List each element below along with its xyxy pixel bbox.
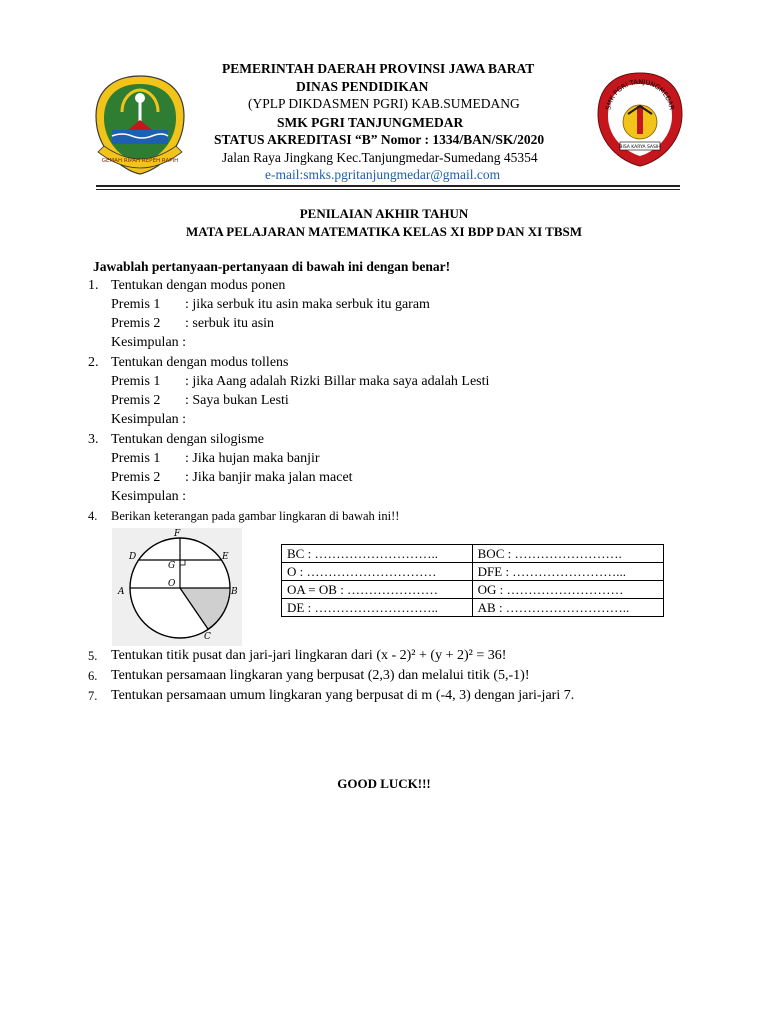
label-C: C [204, 632, 211, 642]
label-E: E [222, 552, 229, 562]
question-text: Tentukan titik pusat dan jari-jari lingkaran dari (x - 2)² + (y + 2)² = 36! [111, 648, 507, 663]
premise-text: : jika serbuk itu asin maka serbuk itu garam [185, 297, 430, 312]
premise-row [111, 314, 274, 333]
table-row [282, 599, 664, 617]
premise-label: Premis 2 [111, 470, 161, 485]
header-department: DINAS PENDIDIKAN [296, 79, 429, 94]
circle-diagram [112, 528, 242, 646]
premise-label: Premis 1 [111, 374, 161, 389]
premise-text: : Saya bukan Lesti [185, 393, 289, 408]
label-G: G [168, 561, 176, 571]
question-number: 5. [88, 649, 98, 663]
header-foundation: (YPLP DIKDASMEN PGRI) KAB.SUMEDANG [248, 96, 520, 111]
premise-row [111, 468, 353, 487]
premise-label: Premis 2 [111, 316, 161, 331]
premise-row [111, 391, 289, 410]
table-cell: O : ………………………… [282, 563, 473, 581]
header-school-name: SMK PGRI TANJUNGMEDAR [277, 115, 464, 130]
table-cell: OA = OB : ………………… [282, 581, 473, 599]
right-logo-school-name: SMK PGRI TANJUNGMEDAR [604, 77, 676, 111]
premise-label: Premis 1 [111, 451, 161, 466]
header-email[interactable]: e-mail:smks.pgritanjungmedar@gmail.com [265, 167, 501, 182]
question-text: Tentukan persamaan lingkaran yang berpusat (2,3) dan melalui titik (5,-1)! [111, 668, 530, 683]
table-cell: OG : ……………………… [472, 581, 663, 599]
question-number: 4. [88, 509, 98, 523]
premise-row [111, 372, 489, 391]
header-address: Jalan Raya Jingkang Kec.Tanjungmedar-Sumedang 45354 [222, 150, 538, 165]
label-O: O [168, 579, 176, 589]
premise-row [111, 295, 430, 314]
left-logo-motto: GEMAH RIPAH REPEH RAPIH [101, 158, 179, 164]
question-number: 2. [88, 355, 99, 370]
closing-message: GOOD LUCK!!! [337, 776, 431, 791]
premise-text: : jika Aang adalah Rizki Billar maka saya adalah Lesti [185, 374, 490, 389]
instruction: Jawablah pertanyaan-pertanyaan di bawah ini dengan benar! [93, 259, 451, 274]
label-B: B [231, 587, 238, 597]
table-cell: BC : ……………………….. [282, 545, 473, 563]
premise-label: Premis 1 [111, 297, 161, 312]
question-number: 7. [88, 689, 98, 703]
conclusion-label: Kesimpulan : [111, 489, 187, 504]
premise-text: : Jika banjir maka jalan macet [185, 470, 353, 485]
label-F: F [174, 529, 181, 539]
question-text: Tentukan dengan modus tollens [111, 355, 289, 370]
header-divider [96, 185, 680, 187]
label-D: D [129, 552, 137, 562]
premise-text: : serbuk itu asin [185, 316, 275, 331]
table-cell: DFE : ……………………... [472, 563, 663, 581]
conclusion-label: Kesimpulan : [111, 412, 187, 427]
header-divider-thin [96, 189, 680, 190]
exam-title: PENILAIAN AKHIR TAHUN [299, 206, 469, 221]
question-number: 1. [88, 278, 99, 293]
conclusion-label: Kesimpulan : [111, 335, 187, 350]
question-text: Berikan keterangan pada gambar lingkaran di bawah ini!! [111, 509, 400, 523]
table-row [282, 563, 664, 581]
jawa-barat-emblem [92, 72, 188, 176]
label-A: A [118, 587, 125, 597]
right-logo-motto: BISA KARYA SASIH [619, 145, 661, 150]
question-text: Tentukan dengan silogisme [111, 432, 264, 447]
premise-row [111, 449, 320, 468]
question-text: Tentukan persamaan umum lingkaran yang berpusat di m (-4, 3) dengan jari-jari 7. [111, 688, 575, 703]
question-text: Tentukan dengan modus ponen [111, 278, 286, 293]
table-cell: AB : ……………………….. [472, 599, 663, 617]
table-cell: DE : ……………………….. [282, 599, 473, 617]
answer-table [281, 544, 664, 617]
question-number: 6. [88, 669, 98, 683]
exam-subject: MATA PELAJARAN MATEMATIKA KELAS XI BDP DAN XI TBSM [185, 224, 583, 239]
question-number: 3. [88, 432, 99, 447]
table-row [282, 545, 664, 563]
table-row [282, 581, 664, 599]
header-government: PEMERINTAH DAERAH PROVINSI JAWA BARAT [222, 61, 535, 76]
premise-text: : Jika hujan maka banjir [185, 451, 320, 466]
premise-label: Premis 2 [111, 393, 161, 408]
table-cell: BOC : ……………………. [472, 545, 663, 563]
header-accreditation: STATUS AKREDITASI “B” Nomor : 1334/BAN/SK/2020 [214, 132, 545, 147]
